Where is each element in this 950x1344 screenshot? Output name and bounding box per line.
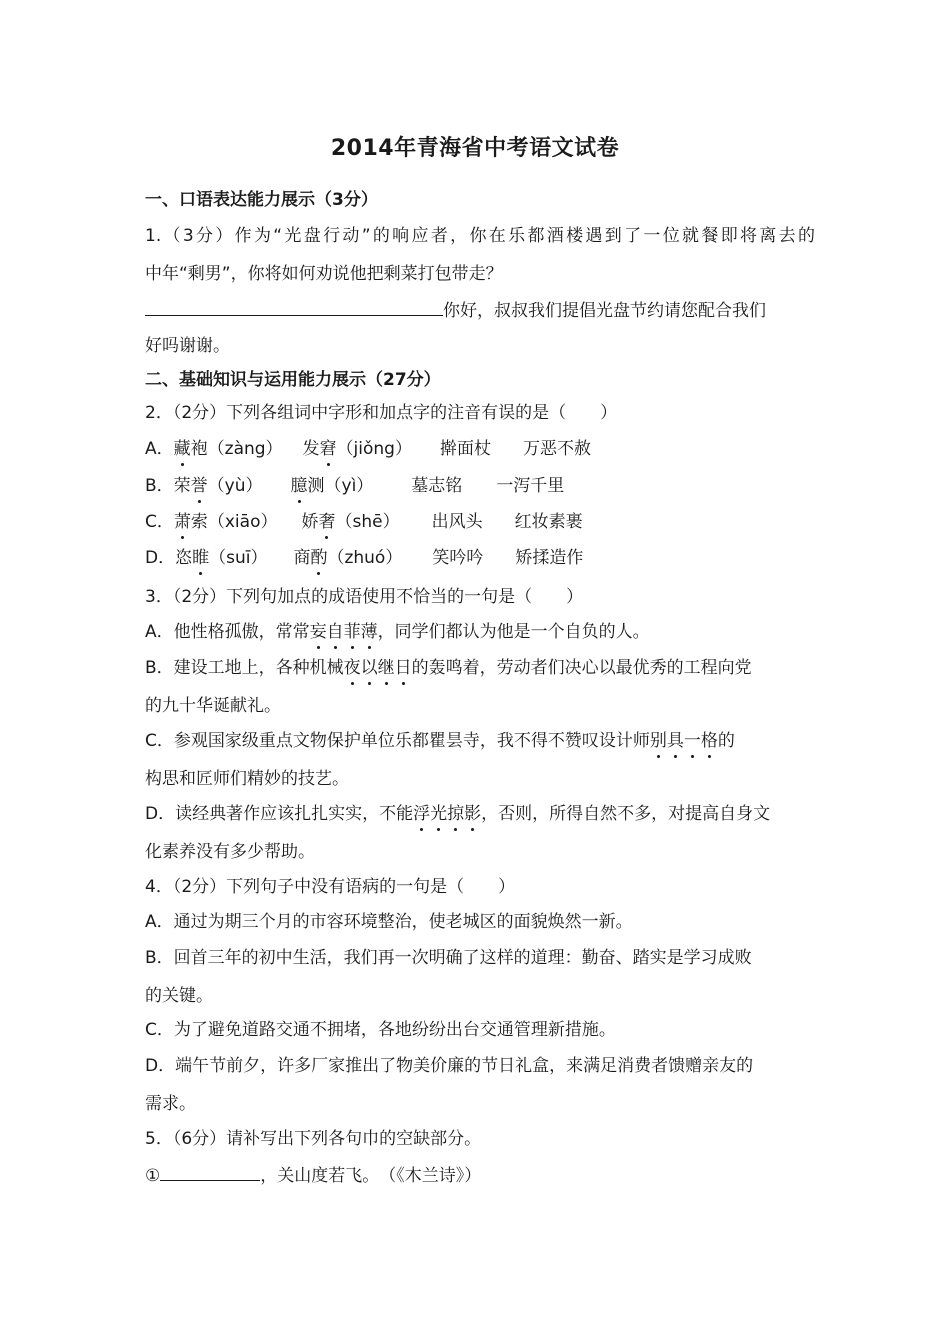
dotted-char: 格	[700, 731, 718, 751]
section2-heading: 二、基础知识与运用能力展示（27分）	[145, 370, 441, 390]
dotted-char: 光	[430, 804, 448, 824]
dotted-char: 睢	[192, 548, 210, 568]
dotted-char: 窘	[319, 439, 337, 459]
q4-stem: 4．（2分）下列句子中没有语病的一句是（ ）	[145, 877, 516, 897]
dotted-char: 一	[683, 731, 701, 751]
q5-stem: 5．（6分）请补写出下列各句巾的空缺部分。	[145, 1129, 482, 1149]
q2-option-c: C．萧索（xiāo） 娇奢（shē） 出风头 红妆素裹	[145, 512, 583, 532]
dotted-char: 奢	[318, 512, 336, 532]
page-title: 2014年青海省中考语文试卷	[330, 136, 620, 161]
dotted-char: 掠	[447, 804, 465, 824]
q3-option-a: A．他性格孤傲，常常妄自菲薄，同学们都认为他是一个自负的人。	[145, 622, 650, 642]
q4-option-a: A．通过为期三个月的市容环境整治，使老城区的面貌焕然一新。	[145, 912, 633, 932]
q3-option-d-cont: 化素养没有多少帮助。	[145, 842, 315, 862]
dotted-char: 妄	[309, 622, 327, 642]
q3-option-b: B．建设工地上，各种机械夜以继日的轰鸣着，劳动者们决心以最优秀的工程向党	[145, 658, 752, 678]
q3-stem: 3．（2分）下列句加点的成语使用不恰当的一句是（ ）	[145, 587, 584, 607]
q1-answer-text: 你好，叔叔我们提倡光盘节约请您配合我们	[443, 301, 766, 321]
q3-option-b-cont: 的九十华诞献礼。	[145, 696, 281, 716]
q4-option-d-cont: 需求。	[145, 1094, 196, 1114]
dotted-char: 浮	[413, 804, 431, 824]
dotted-char: 誉	[190, 476, 208, 496]
q3-option-c: C．参观国家级重点文物保护单位乐都瞿昙寺，我不得不赞叹设计师别具一格的	[145, 731, 735, 751]
answer-blank[interactable]	[145, 297, 443, 316]
q4-option-b: B．回首三年的初中生活，我们再一次明确了这样的道理：勤奋、踏实是学习成败	[145, 948, 752, 968]
q2-stem: 2．（2分）下列各组词中字形和加点字的注音有误的是（ ）	[145, 403, 618, 423]
q3-option-d: D．读经典著作应该扎扎实实，不能浮光掠影，否则，所得自然不多，对提高自身文	[145, 804, 771, 824]
q4-option-c: C．为了避免道路交通不拥堵，各地纷纷出台交通管理新措施。	[145, 1020, 616, 1040]
q1-stem-line1: 1.（3分）作为“光盘行动”的响应者，你在乐都酒楼遇到了一位就餐即将离去的	[145, 226, 815, 246]
dotted-char: 别	[649, 731, 667, 751]
q4-option-d: D．端午节前夕，许多厂家推出了物美价廉的节日礼盒，来满足消费者馈赠亲友的	[145, 1056, 754, 1076]
q2-option-b: B．荣誉（yù） 臆测（yì） 墓志铭 一泻千里	[145, 476, 565, 496]
dotted-char: 具	[666, 731, 684, 751]
dotted-char: 萧	[173, 512, 191, 532]
q2-option-d: D．恣睢（suī） 商酌（zhuó） 笑吟吟 矫揉造作	[145, 548, 584, 568]
dotted-char: 夜	[343, 658, 361, 678]
dotted-char: 继	[377, 658, 395, 678]
fill-blank[interactable]	[160, 1162, 260, 1181]
dotted-char: 菲	[343, 622, 361, 642]
dotted-char: 藏	[173, 439, 191, 459]
dotted-char: 影	[464, 804, 482, 824]
q2-option-a: A．藏袍（zàng） 发窘（jiǒng） 擀面杖 万恶不赦	[145, 439, 591, 459]
q1-stem-line2: 中年“剩男”，你将如何劝说他把剩菜打包带走？	[145, 264, 503, 284]
q4-option-b-cont: 的关键。	[145, 986, 213, 1006]
q3-option-c-cont: 构思和匠师们精妙的技艺。	[145, 769, 349, 789]
dotted-char: 臆	[290, 476, 308, 496]
q5-item-1: ① ，关山度若飞。 （《木兰诗》）	[145, 1162, 815, 1188]
section1-heading: 一、口语表达能力展示（3分）	[145, 190, 378, 210]
q1-answer-cont: 好吗谢谢。	[145, 336, 230, 356]
dotted-char: 以	[360, 658, 378, 678]
dotted-char: 自	[326, 622, 344, 642]
q1-answer-line	[145, 297, 815, 323]
dotted-char: 薄	[360, 622, 378, 642]
dotted-char: 日	[394, 658, 412, 678]
dotted-char: 酌	[310, 548, 328, 568]
